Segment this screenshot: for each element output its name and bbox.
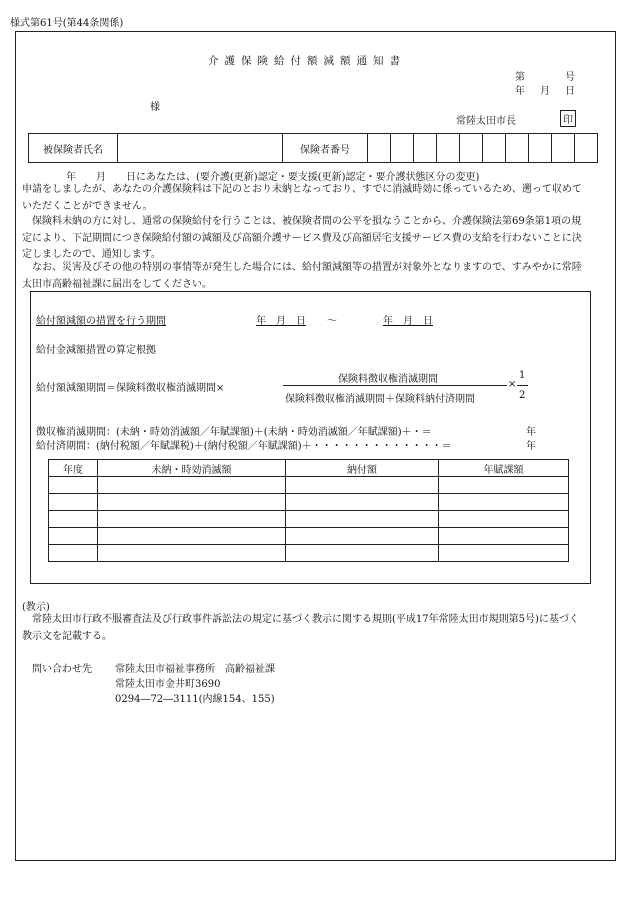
measure-period-start: 年 月 日	[256, 316, 306, 327]
contact-label: 問い合わせ先	[32, 664, 92, 675]
paid-period-unit: 年	[526, 441, 536, 452]
year-cell[interactable]	[49, 528, 98, 545]
table-row	[49, 477, 569, 494]
addressee-suffix: 様	[150, 102, 160, 113]
unpaid-cell[interactable]	[98, 494, 286, 511]
notice-heading: (教示)	[22, 602, 50, 613]
insured-number-digit[interactable]	[506, 134, 529, 163]
paragraph-2: 保険料未納の方に対し、通常の保険給付を行うことは、被保険者間の公平を損なうことから、介護保険法第69条第1項の規定により、下記期間につき保険給付額の減額及び高額介護サービス費及び高額居宅支援サービス費の支給を行わないことに決定しましたので、通知します。	[22, 216, 582, 260]
formula-denominator: 保険料徴収権消滅期間＋保険料納付済期間	[285, 394, 475, 405]
formula-half-denominator: 2	[519, 390, 526, 401]
unpaid-cell[interactable]	[98, 477, 286, 494]
seal-mark: 印	[560, 110, 576, 127]
annual-cell[interactable]	[439, 528, 569, 545]
year-table	[48, 459, 569, 562]
insured-number-digit[interactable]	[575, 134, 598, 163]
table-row	[49, 545, 569, 562]
measure-period-tilde: ～	[327, 316, 337, 327]
year-cell[interactable]	[49, 477, 98, 494]
contact-office: 常陸太田市福祉事務所 高齢福祉課	[115, 664, 275, 675]
unpaid-cell[interactable]	[98, 528, 286, 545]
document-title: 介護保険給付額減額通知書	[208, 55, 406, 67]
insured-number-digit[interactable]	[529, 134, 552, 163]
calc-basis-label: 給付金減額措置の算定根拠	[36, 345, 156, 356]
doc-date-year: 年	[515, 86, 525, 97]
insured-info-table	[28, 133, 598, 163]
paragraph-1-date: 年 月 日にあなたは、(要介護(更新)認定・要支援(更新)認定・要介護状態区分の変更)	[66, 172, 480, 183]
formula-half-numerator: 1	[519, 370, 526, 381]
formula-times: ×	[508, 379, 517, 390]
contact-address: 常陸太田市金井町3690	[115, 679, 221, 690]
table-row	[49, 528, 569, 545]
table-row	[49, 494, 569, 511]
year-cell[interactable]	[49, 511, 98, 528]
year-table-header: 未納・時効消滅額	[98, 460, 286, 477]
paid-cell[interactable]	[286, 494, 439, 511]
contact-phone: 0294―72―3111(内線154、155)	[115, 694, 275, 705]
collection-right-line: 徴収権消滅期間：(未納・時効消滅額／年賦課額)＋(未納・時効消滅額／年賦課額)＋・＝	[36, 427, 432, 438]
doc-number-dai: 第	[515, 72, 525, 83]
year-cell[interactable]	[49, 545, 98, 562]
annual-cell[interactable]	[439, 545, 569, 562]
annual-cell[interactable]	[439, 494, 569, 511]
doc-number-go: 号	[565, 72, 575, 83]
formula-numerator: 保険料徴収権消滅期間	[338, 374, 438, 385]
year-cell[interactable]	[49, 494, 98, 511]
notice-text: 常陸太田市行政不服審査法及び行政事件訴訟法の規定に基づく教示に関する規則(平成17年常陸太田市規則第5号)に基づく教示文を記載する。	[22, 614, 579, 642]
paid-cell[interactable]	[286, 477, 439, 494]
insured-number-label: 保険者番号	[283, 134, 368, 163]
insured-number-digit[interactable]	[368, 134, 391, 163]
annual-cell[interactable]	[439, 477, 569, 494]
year-table-header: 年賦課額	[439, 460, 569, 477]
paid-cell[interactable]	[286, 511, 439, 528]
formula-fraction-line	[283, 385, 507, 386]
insured-number-digit[interactable]	[460, 134, 483, 163]
insured-name-field[interactable]	[118, 134, 283, 163]
insured-number-digit[interactable]	[391, 134, 414, 163]
unpaid-cell[interactable]	[98, 511, 286, 528]
form-number: 様式第61号(第44条関係)	[10, 18, 124, 29]
measure-period-end: 年 月 日	[383, 316, 433, 327]
insured-name-label: 被保険者氏名	[29, 134, 118, 163]
year-table-header: 納付額	[286, 460, 439, 477]
insured-number-digit[interactable]	[483, 134, 506, 163]
paid-cell[interactable]	[286, 528, 439, 545]
insured-number-digit[interactable]	[552, 134, 575, 163]
paid-period-line: 給付済期間：(納付税額／年賦課税)＋(納付税額／年賦課額)＋・・・・・・・・・・・・・＝	[36, 441, 452, 452]
collection-right-unit: 年	[526, 427, 536, 438]
insured-number-digit[interactable]	[437, 134, 460, 163]
doc-date-month: 月	[540, 86, 550, 97]
annual-cell[interactable]	[439, 511, 569, 528]
issuer: 常陸太田市長	[456, 116, 516, 127]
table-row	[49, 511, 569, 528]
doc-date-day: 日	[565, 86, 575, 97]
paragraph-3: なお、災害及びその他の特別の事情等が発生した場合には、給付額減額等の措置が対象外となりますので、すみやかに常陸太田市高齢福祉課に届出をしてください。	[22, 262, 582, 290]
paid-cell[interactable]	[286, 545, 439, 562]
insured-number-digit[interactable]	[414, 134, 437, 163]
measure-period-label: 給付額減額の措置を行う期間	[36, 316, 166, 327]
formula-half-line	[517, 385, 528, 386]
formula-lhs: 給付額減額期間＝保険料徴収権消滅期間×	[36, 383, 225, 394]
unpaid-cell[interactable]	[98, 545, 286, 562]
year-table-header: 年度	[49, 460, 98, 477]
paragraph-1: 申請をしましたが、あなたの介護保険料は下記のとおり未納となっており、すでに消滅時効に係っているため、遡って収めていただくことができません。	[22, 184, 582, 212]
